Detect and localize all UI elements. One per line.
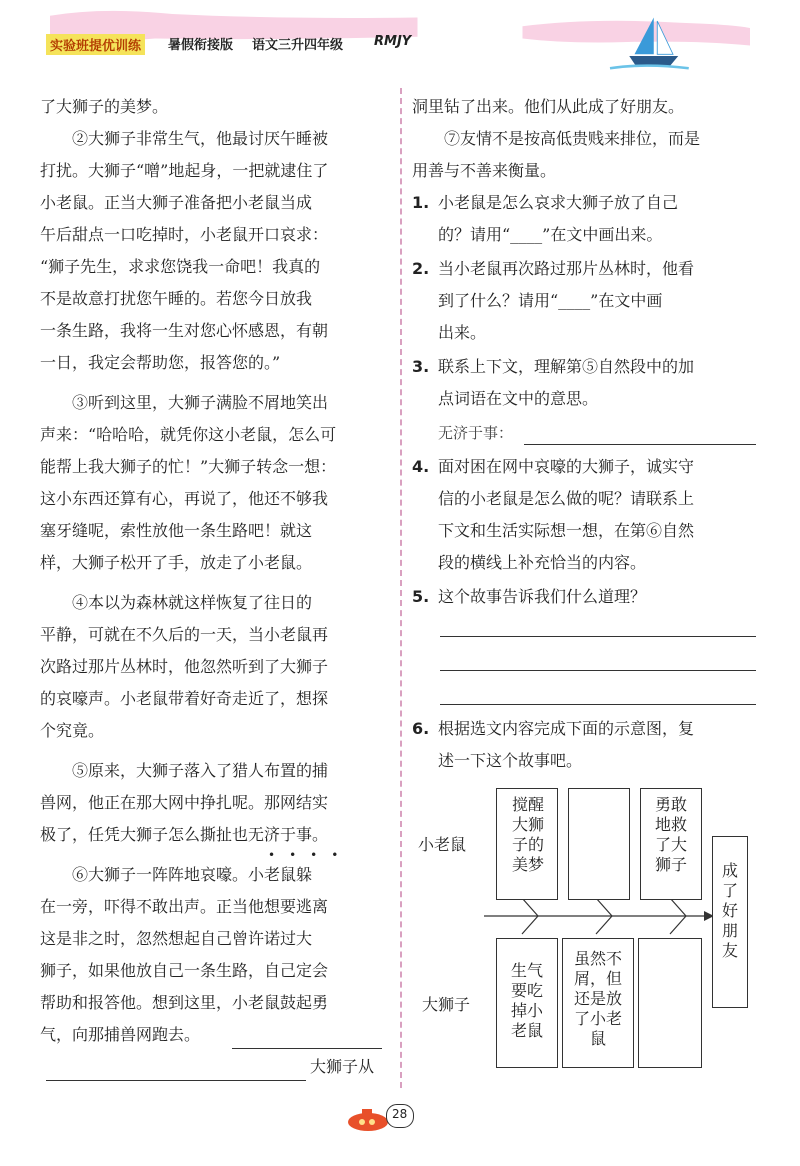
story-line: 的哀嚎声。小老鼠带着好奇走近了，想探 [40,689,329,708]
story-line: 塞牙缝呢，索性放他一条生路吧！就这 [40,521,313,540]
answer-blank[interactable] [524,426,756,445]
story-line: ②大狮子非常生气，他最讨厌午睡被 [72,129,329,148]
bottom-box-3[interactable] [638,938,702,1068]
story-line: 一日，我定会帮助您，报答您的。” [40,353,281,372]
box-text: 搅醒大狮子的美梦 [511,795,544,874]
question-text: 出来。 [438,323,487,342]
question-text: 的？请用“____”在文中画出来。 [438,225,663,244]
story-line: 声来：“哈哈哈，就凭你这小老鼠，怎么可 [40,425,337,444]
story-line: 这是非之时，忽然想起自己曾许诺过大 [40,929,313,948]
question-text: 点词语在文中的意思。 [438,389,599,408]
answer-blank[interactable] [46,1062,306,1081]
question-text: 这个故事告诉我们什么道理？ [438,587,647,606]
story-line: 气，向那捕兽网跑去。 [40,1025,201,1044]
question-text: 段的横线上补充恰当的内容。 [438,553,647,572]
story-line: ⑥大狮子一阵阵地哀嚎。小老鼠躲 [72,865,313,884]
question-text: 根据选文内容完成下面的示意图，复 [438,719,695,738]
question-number: 3. [412,357,430,376]
box-text: 勇敢地救了大狮子 [654,795,687,874]
series-title: 实验班提优训练 [46,34,145,55]
emphasis-dots: •••• [268,848,353,862]
lion-label: 大狮子 [422,995,471,1014]
story-line: 个究竟。 [40,721,105,740]
story-line: ⑦友情不是按高低贵贱来排位，而是 [444,129,701,148]
question-text: 下文和生活实际想一想，在第⑥自然 [438,521,695,540]
story-line: 用善与不善来衡量。 [412,161,557,180]
question-number: 5. [412,587,430,606]
top-box-3 [640,788,702,900]
story-line: 了大狮子的美梦。 [40,97,169,116]
mouse-label: 小老鼠 [418,835,467,854]
question-number: 6. [412,719,430,738]
story-line: ③听到这里，大狮子满脸不屑地笑出 [72,393,329,412]
bottom-box-1 [496,938,558,1068]
question-text: 述一下这个故事吧。 [438,751,583,770]
story-line: 在一旁，吓得不敢出声。正当他想要逃离 [40,897,329,916]
story-line: 大狮子从 [310,1057,375,1076]
story-line: ⑤原来，大狮子落入了猎人布置的捕 [72,761,329,780]
question-number: 1. [412,193,430,212]
result-text: 成了好朋友 [721,861,738,960]
top-box-1 [496,788,558,900]
edition-label: 暑假衔接版 [168,38,234,53]
story-line: 能帮上我大狮子的忙！”大狮子转念一想： [40,457,337,476]
story-line: ④本以为森林就这样恢复了往日的 [72,593,313,612]
answer-blank[interactable] [440,652,756,671]
bottom-box-2 [562,938,634,1068]
story-line: 一条生路，我将一生对您心怀感恩，有朝 [40,321,329,340]
story-line: 狮子，如果他放自己一条生路，自己定会 [40,961,329,980]
top-box-2[interactable] [568,788,630,900]
story-line: 小老鼠。正当大狮子准备把小老鼠当成 [40,193,313,212]
page-number: 28 [392,1107,408,1121]
story-line: 不是故意打扰您午睡的。若您今日放我 [40,289,313,308]
story-line: 样，大狮子松开了手，放走了小老鼠。 [40,553,313,572]
story-line: 这小东西还算有心，再说了，他还不够我 [40,489,329,508]
result-box [712,836,748,1008]
answer-blank[interactable] [232,1030,382,1049]
column-divider [400,88,402,1088]
left-column [40,92,390,1092]
question-number: 2. [412,259,430,278]
story-line: “狮子先生，求求您饶我一命吧！我真的 [40,257,321,276]
box-text: 虽然不屑，但还是放了小老鼠 [573,949,622,1048]
story-line: 午后甜点一口吃掉时，小老鼠开口哀求： [40,225,329,244]
answer-blank[interactable] [440,618,756,637]
story-line: 兽网，他正在那大网中挣扎呢。那网结实 [40,793,329,812]
question-text: 信的小老鼠是怎么做的呢？请联系上 [438,489,695,508]
question-text: 到了什么？请用“____”在文中画 [438,291,663,310]
story-line: 洞里钻了出来。他们从此成了好朋友。 [412,97,685,116]
question-text: 当小老鼠再次路过那片丛林时，他看 [438,259,695,278]
story-line: 打扰。大狮子“噌”地起身，一把就逮住了 [40,161,329,180]
answer-label: 无济于事： [438,424,514,442]
story-line: 极了，任凭大狮子怎么撕扯也无济于事。 [40,825,329,844]
box-text: 生气要吃掉小老鼠 [510,961,543,1040]
publisher-code: RMJY [374,34,412,49]
story-line: 次路过那片丛林时，他忽然听到了大狮子 [40,657,329,676]
question-text: 小老鼠是怎么哀求大狮子放了自己 [438,193,679,212]
answer-blank[interactable] [440,686,756,705]
question-text: 联系上下文，理解第⑤自然段中的加 [438,357,695,376]
question-number: 4. [412,457,430,476]
question-text: 面对困在网中哀嚎的大狮子，诚实守 [438,457,695,476]
story-line: 帮助和报答他。想到这里，小老鼠鼓起勇 [40,993,329,1012]
grade-label: 语文三升四年级 [252,38,344,53]
story-diagram [412,780,772,1080]
story-line: 平静，可就在不久后的一天，当小老鼠再 [40,625,329,644]
